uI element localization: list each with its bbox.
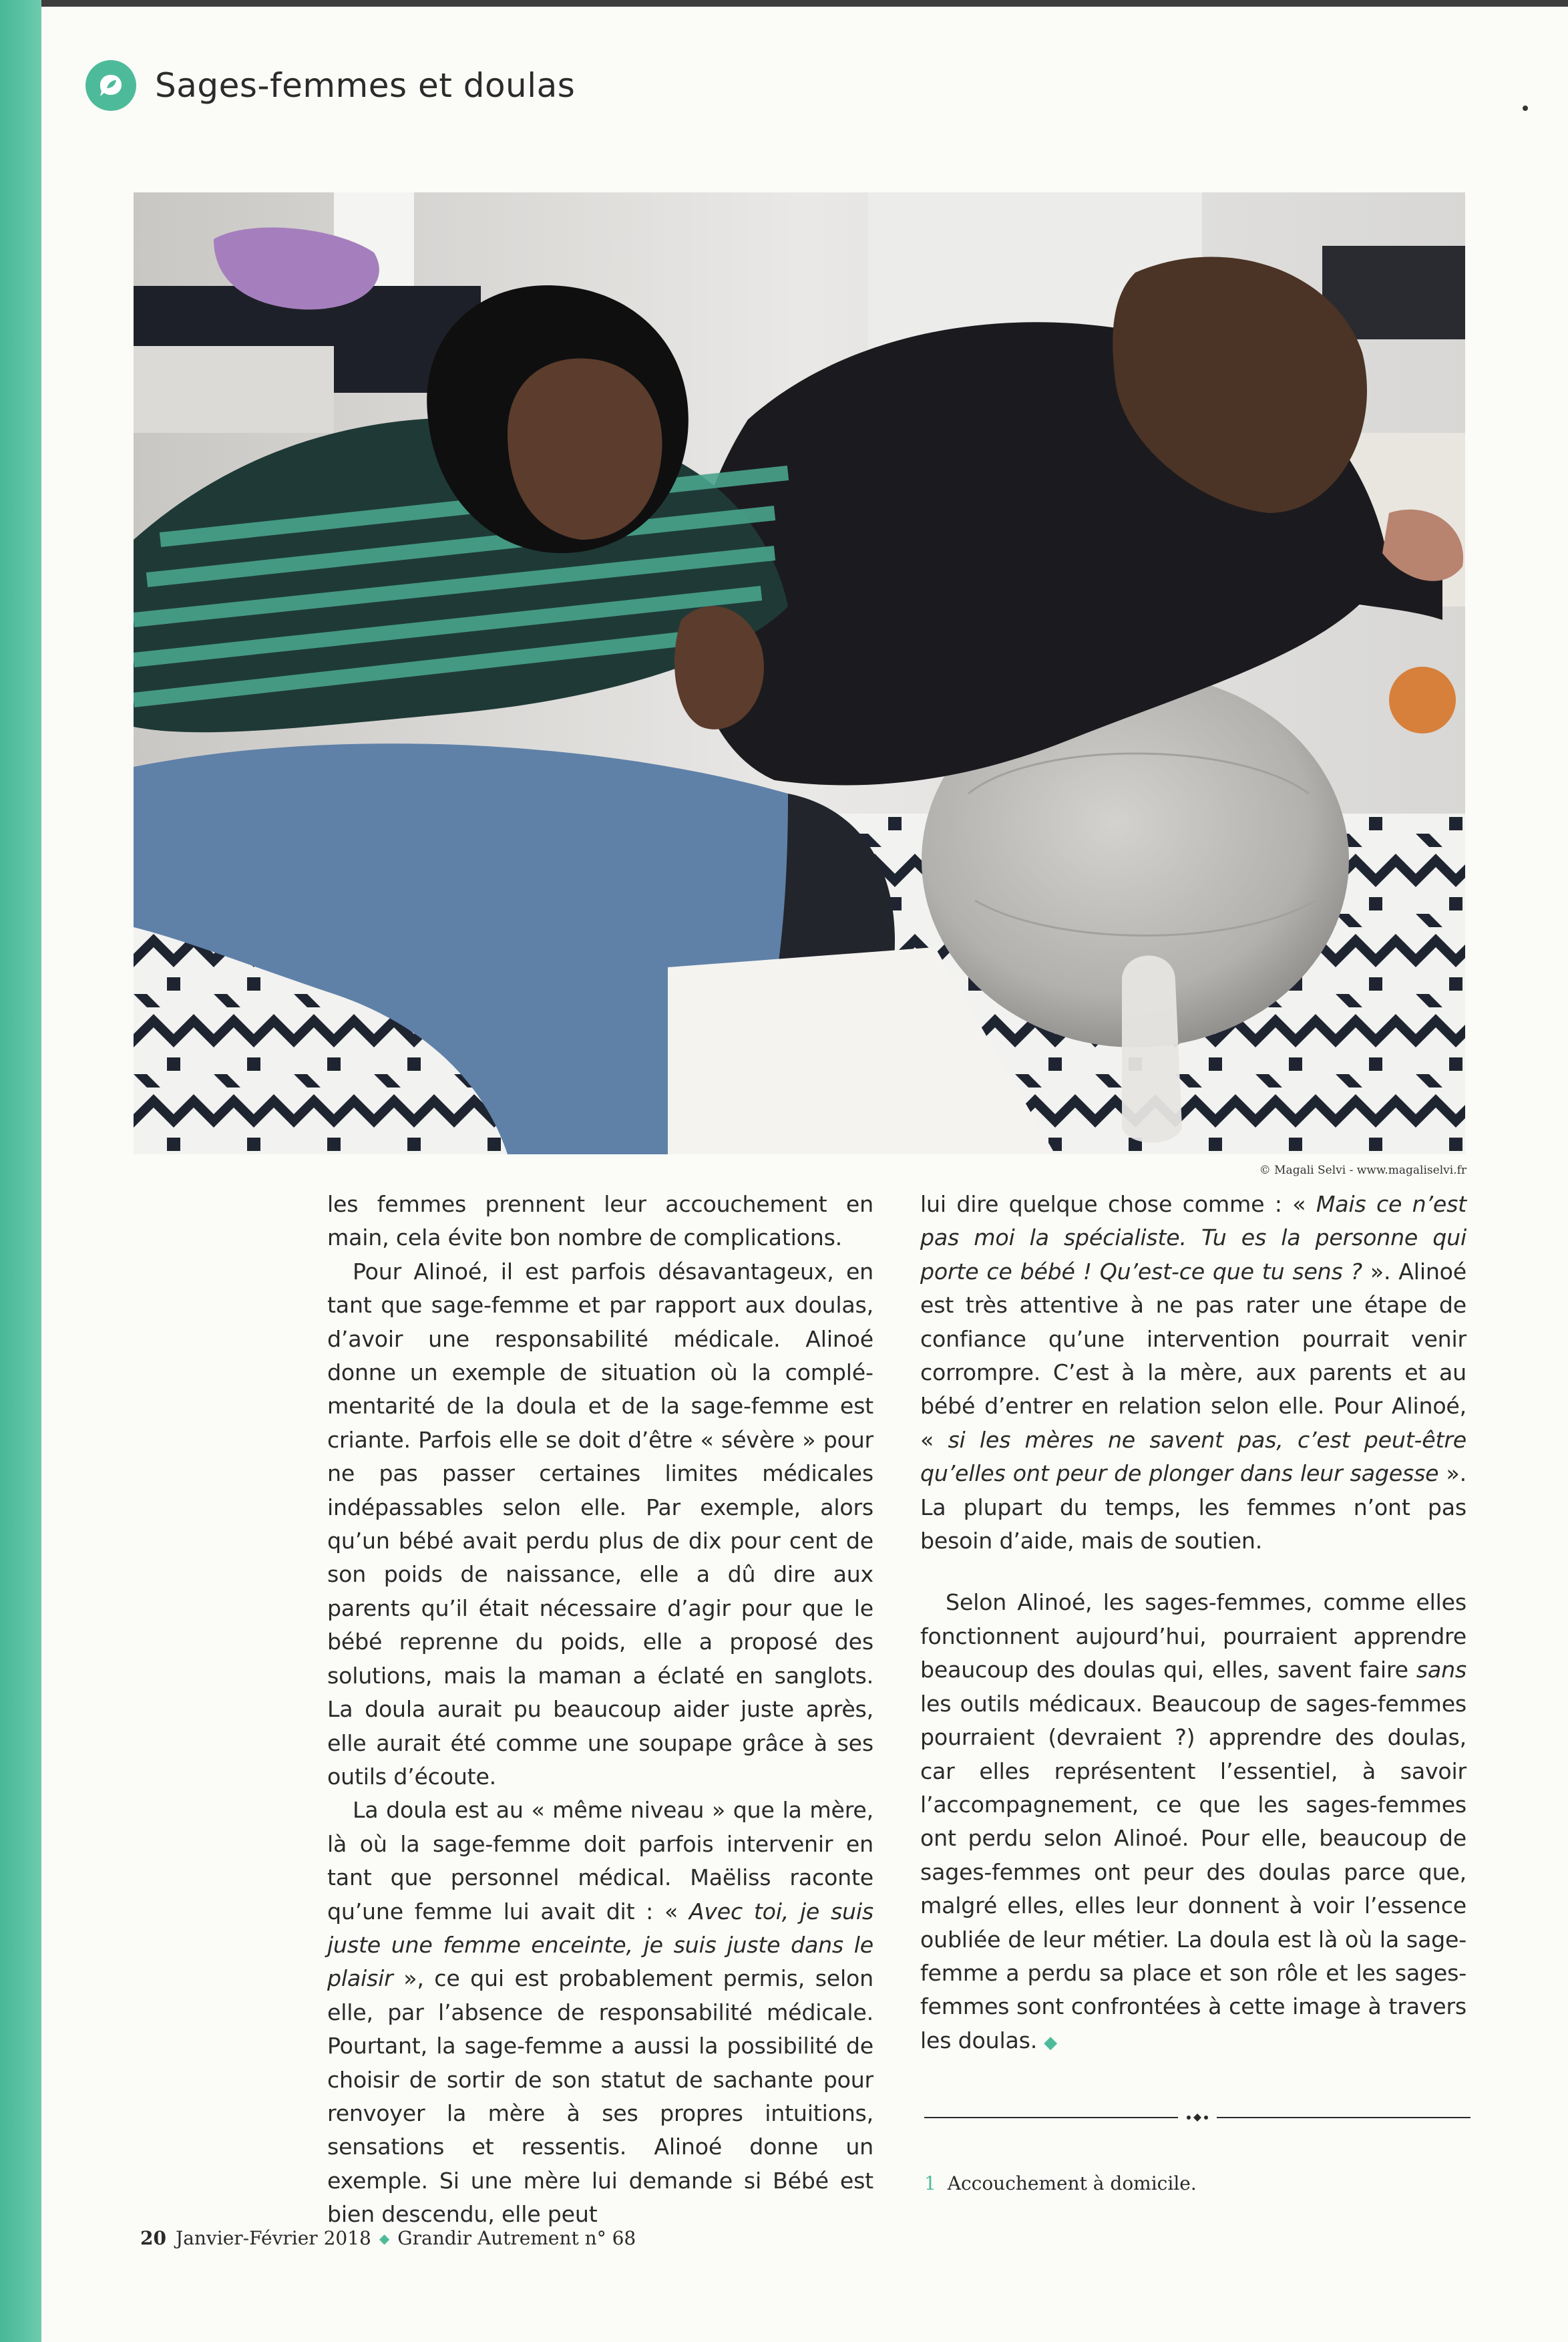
article-column-left: [327, 1188, 873, 2232]
article-photo: [134, 192, 1465, 1154]
issue-date: Janvier-Février 2018: [175, 2227, 371, 2249]
separator-icon: ◆: [379, 2230, 390, 2246]
page-number: 20: [140, 2227, 166, 2249]
paragraph: Pour Alinoé, il est parfois désavantageux, en tant que sage-femme et par rapport aux doulas, d’avoir une responsabilité médicale. Alinoé donne un exemple de situation où la complémentarité de la doula et de la sage-femme est criante. Parfois elle se doit d’être « sévère » pour ne pas passer certaines limites médicales indépassables selon elle. Par exemple, alors qu’un bébé avait perdu plus de dix pour cent de son poids de naissance, elle a dû dire aux parents qu’il était nécessaire d’agir pour que le bébé reprenne du poids, elle a proposé des solutions, mais la maman a éclaté en sanglots. La doula aurait pu beaucoup aider juste après, elle aurait été comme une soupape grâce à ses outils d’écoute.: [327, 1258, 873, 1790]
side-color-band: [0, 0, 41, 2342]
footnote-number: 1: [924, 2172, 936, 2194]
photo-credit: © Magali Selvi - www.magaliselvi.fr: [1259, 1164, 1466, 1177]
quote: si les mères ne savent pas, c’est peut-être qu’elles ont peur de plonger dans leur sagesse: [920, 1426, 1466, 1487]
footnote-text: Accouchement à domicile.: [947, 2172, 1197, 2194]
text-run: Selon Alinoé, les sages-femmes, comme elles fonctionnent aujourd’hui, pourraient apprendre beaucoup des doulas qui, elles, savent faire: [920, 1589, 1466, 1683]
section-header: [85, 59, 575, 112]
italic-word: sans: [1416, 1657, 1466, 1683]
magazine-name: Grandir Autrement n° 68: [397, 2227, 636, 2249]
paragraph: les femmes prennent leur accouchement en main, cela évite bon nombre de complications.: [327, 1191, 873, 1251]
section-title: Sages-femmes et doulas: [155, 66, 576, 105]
top-border: [41, 0, 1568, 7]
page-footer: [140, 2227, 636, 2249]
text-run: ». La plupart du temps, les femmes n’ont pas besoin d’aide, mais de soutien.: [920, 1460, 1466, 1554]
text-run: lui dire quelque chose comme : «: [920, 1191, 1316, 1217]
corner-mark: [1523, 106, 1528, 111]
speech-bubble-leaf-icon: [85, 60, 136, 111]
quote: Avec toi, je suis juste une femme enceinte, je suis juste dans le plaisir: [327, 1898, 873, 1992]
photo-illustration: [134, 192, 1465, 1154]
text-run: les outils médicaux. Beaucoup de sages-femmes pourraient (devraient ?) apprendre des doulas, car elles représentent l’essentiel, à savoir l’accompagnement, ce que les sages-femmes ont perdu selon Alinoé. Pour elle, beaucoup de sages-femmes ont peur des doulas parce que, malgré elles, elles leur donnent à voir l’essence oubliée de leur métier. La doula est là où la sage-femme a perdu sa place et son rôle et les sages-femmes sont confrontées à cette image à travers les doulas.: [920, 1690, 1466, 2053]
footnote: [924, 2172, 1197, 2194]
text-run: ». Alinoé est très attentive à ne pas rater une étape de confiance qu’une intervention pourrait venir corrompre. C’est à la mère, aux parents et au bébé d’entrer en relation selon elle. Pour Alinoé, «: [920, 1258, 1466, 1453]
end-mark-icon: ◆: [1044, 2032, 1057, 2053]
text-run: », ce qui est probablement permis, selon elle, par l’absence de responsabilité médicale. Pourtant, la sage-femme a aussi la possibilité de choisir de sortir de son statut de sachante pour renvoyer la mère à ses propres intuitions, sensations et ressentis. Alinoé donne un exemple. Si une mère lui demande si Bébé est bien descendu, elle peut: [327, 1965, 873, 2228]
quote: Mais ce n’est pas moi la spécialiste. Tu es la personne qui porte ce bébé ! Qu’est-ce que tu sens ?: [920, 1191, 1466, 1285]
text-run: La doula est au « même niveau » que la mère, là où la sage-femme doit parfois intervenir en tant que personnel médical. Maëliss raconte qu’une femme lui avait dit : «: [327, 1797, 873, 1925]
footnote-divider: [924, 2111, 1471, 2124]
paragraph: [920, 1188, 1466, 1558]
paragraph: [327, 1794, 873, 2231]
paragraph: [920, 1586, 1466, 2059]
article-column-right: [920, 1188, 1466, 2059]
